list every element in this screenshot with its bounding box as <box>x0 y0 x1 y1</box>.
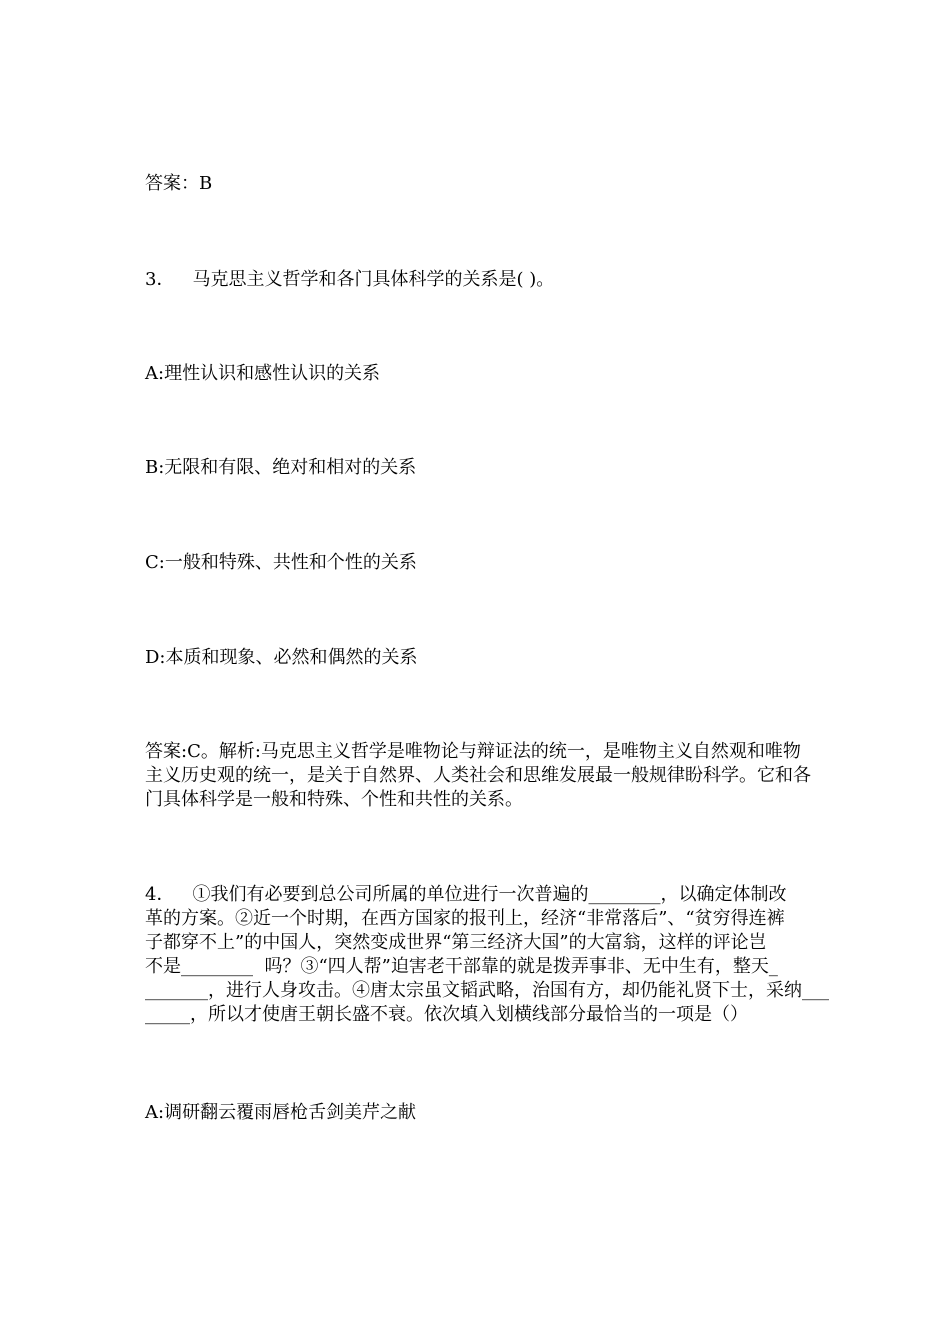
question-number: 3． <box>145 269 175 290</box>
option-b: B:无限和有限、绝对和相对的关系 <box>145 457 417 478</box>
explanation-line: 门具体科学是一般和特殊、个性和共性的关系。 <box>145 789 523 810</box>
explanation-line: 主义历史观的统一，是关于自然界、人类社会和思维发展最一般规律盼科学。它和各 <box>145 765 811 786</box>
question-line <box>145 883 815 907</box>
question-line: _____，所以才使唐王朝长盛不衰。依次填入划横线部分最恰当的一项是（） <box>145 1004 748 1025</box>
explanation-line: 答案:C。解析:马克思主义哲学是唯物论与辩证法的统一，是唯物主义自然观和唯物 <box>145 741 801 762</box>
option-c: C:一般和特殊、共性和个性的关系 <box>145 552 417 573</box>
question-line: 不是________ 吗？③“四人帮”迫害老干部靠的就是拨弄事非、无中生有，整天_ <box>145 956 778 977</box>
answer-explanation <box>145 740 815 812</box>
question-line: 革的方案。②近一个时期，在西方国家的报刊上，经济“非常落后”、“贫穷得连裤 <box>145 908 785 929</box>
option-d: D:本质和现象、必然和偶然的关系 <box>145 647 418 668</box>
option-a: A:理性认识和感性认识的关系 <box>145 363 381 384</box>
question-4-stem <box>145 883 829 1027</box>
question-text: 马克思主义哲学和各门具体科学的关系是( )。 <box>192 269 555 290</box>
option-a: A:调研翻云覆雨唇枪舌剑美芹之献 <box>145 1102 417 1123</box>
previous-answer: 答案：B <box>145 173 213 194</box>
question-3-stem <box>145 268 815 292</box>
question-line: 子都穿不上”的中国人，突然变成世界“第三经济大国”的大富翁，这样的评论岂 <box>145 932 767 953</box>
question-text: ①我们有必要到总公司所属的单位进行一次普遍的________，以确定体制改 <box>192 884 787 905</box>
question-number: 4． <box>145 884 175 905</box>
question-line: _______，进行人身攻击。④唐太宗虽文韬武略，治国有方，却仍能礼贤下士，采纳___ <box>145 980 829 1001</box>
